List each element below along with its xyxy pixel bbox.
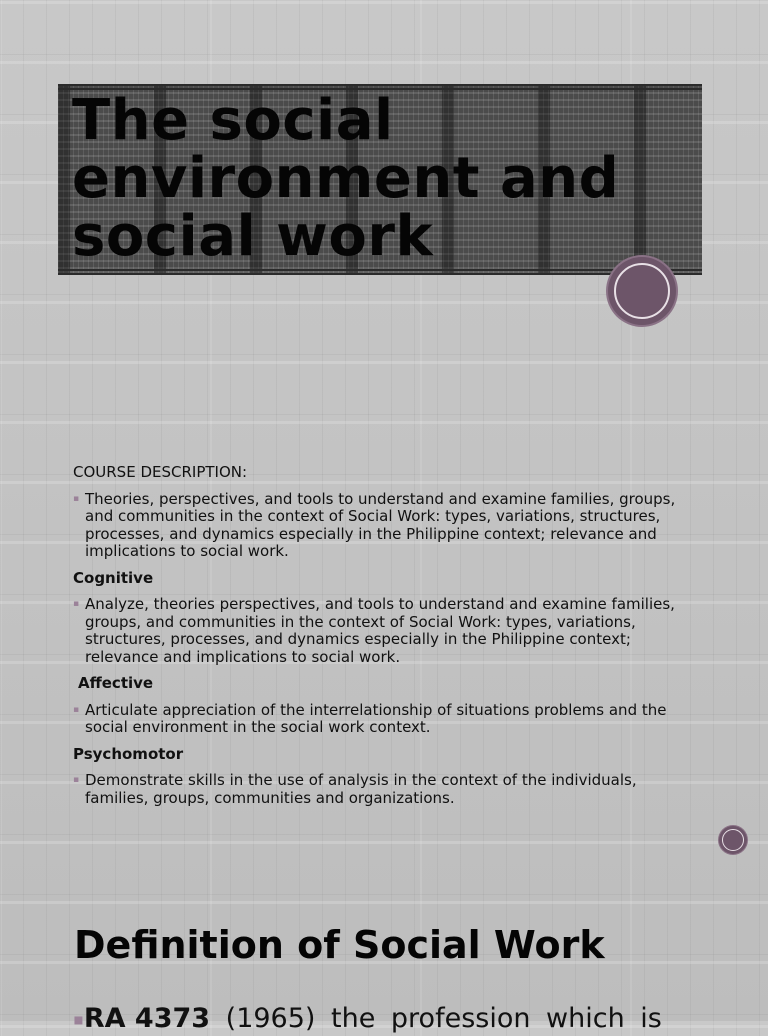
definition-title: Definition of Social Work [74, 923, 605, 967]
psychomotor-text: Demonstrate skills in the use of analysis in the context of the individuals, families, groups, communities and organizations. [85, 771, 637, 807]
description-text: Theories, perspectives, and tools to understand and examine families, groups, and communities in the context of Social Work: types, variations, structures, processes, and dynamics especially in the Philippine context; relevance and implications to social work. [85, 489, 676, 560]
bullet-icon: ▪ [73, 775, 80, 785]
affective-text: Articulate appreciation of the interrelationship of situations problems and the social environment in the social work context. [85, 700, 667, 736]
bullet-icon: ▪ [73, 704, 80, 715]
title-line-1: The social [72, 88, 394, 153]
ra-4373-text: (1965) the profession which is [210, 1003, 662, 1034]
cognitive-heading: Cognitive [73, 568, 154, 587]
psychomotor-heading: Psychomotor [73, 744, 184, 763]
bullet-icon: ▪ [73, 493, 80, 504]
affective-heading: Affective [78, 674, 154, 692]
main-title [72, 88, 692, 269]
affective-bullet [73, 702, 693, 737]
ra-4373-line [73, 1003, 698, 1036]
course-description-heading: COURSE DESCRIPTION: [73, 463, 248, 481]
description-bullet [73, 491, 693, 561]
course-description-section [73, 464, 693, 816]
decorative-circle-small [719, 826, 747, 854]
title-line-3: social work [72, 204, 434, 269]
cognitive-bullet [73, 596, 693, 666]
decorative-circle-large [608, 257, 676, 325]
cognitive-text: Analyze, theories perspectives, and tools to understand and examine families, groups, and communities in the context of Social Work: types, variations, structures, processes, and dynamics especially in the Philippine context; relevance and implications to social work. [85, 595, 675, 666]
title-line-2: environment and [72, 146, 620, 211]
ra-4373-label: RA 4373 [83, 1003, 211, 1034]
bullet-icon: ▪ [73, 1009, 84, 1029]
bullet-icon: ▪ [73, 599, 80, 609]
psychomotor-bullet [73, 772, 693, 807]
